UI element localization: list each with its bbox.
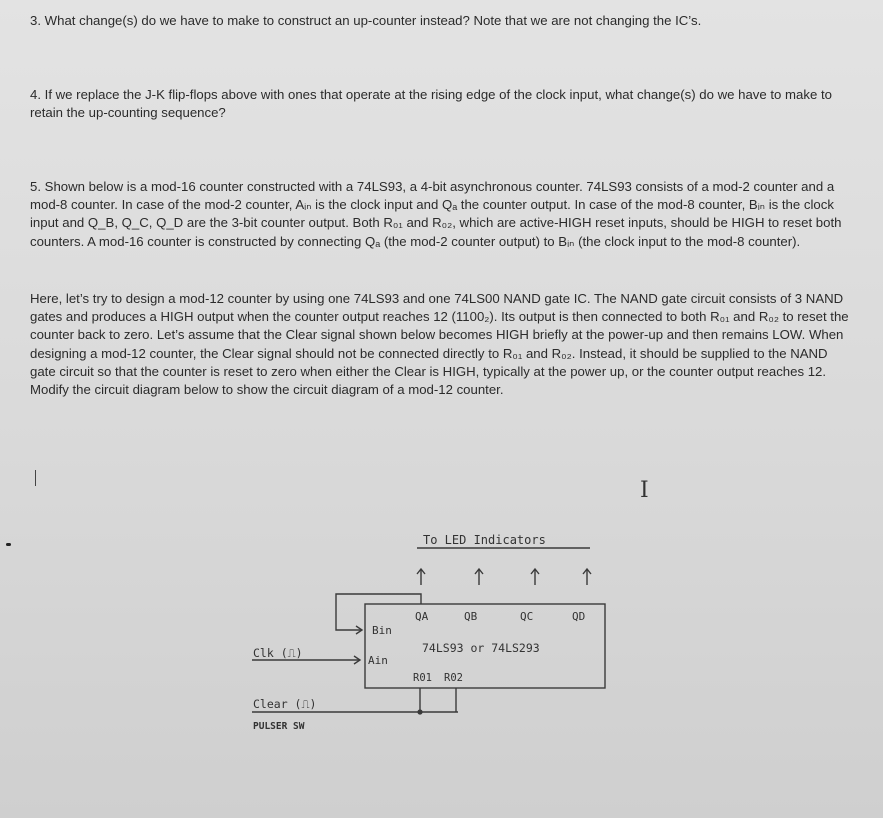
question-5-intro: 5. Shown below is a mod-16 counter constructed with a 74LS93, a 4-bit asynchronous counter. 74LS93 consists of a mod-2 counter and a mod-8 counter. In case of the mod-2 counter, Aᵢₙ is the clock input and Qₐ the counter output. In case of the mod-8 counter, Bᵢₙ is the clock input and Q_B, Q_C, Q_D are the 3-bit counter output. Both R₀₁ and R₀₂, which are active-HIGH reset inputs, should be HIGH to reset both counters. A mod-16 counter is constructed by connecting Qₐ (the mod-2 counter output) to Bᵢₙ (the clock input to the mod-8 counter). bbox=[30, 179, 842, 249]
output-label-qb: QB bbox=[464, 610, 478, 623]
output-arrows bbox=[417, 569, 591, 585]
question-5-task: Here, let’s try to design a mod-12 counter by using one 74LS93 and one 74LS00 NAND gate IC. The NAND gate circuit consists of 3 NAND gates and produces a HIGH output when the counter output reaches 12 (1100₂). Its output is then connected to both R₀₁ and R₀₂ to reset the counter back to zero. Let’s assume that the Clear signal shown below becomes HIGH briefly at the power-up and then remains LOW. When designing a mod-12 counter, the Clear signal should not be connected directly to R₀₁ and R₀₂. Instead, it should be supplied to the NAND gate circuit so that the counter is reset to zero when either the Clear is HIGH, typically at the power up, or the counter output reaches 12. Modify the circuit diagram below to show the circuit diagram of a mod-12 counter. bbox=[30, 291, 849, 398]
ibeam-cursor-icon: I bbox=[640, 478, 649, 503]
reset-label-r02: R02 bbox=[444, 672, 463, 684]
question-4: 4. If we replace the J-K flip-flops above with ones that operate at the rising edge of the clock input, what change(s) do we have to make to retain the up-counting sequence? bbox=[30, 87, 832, 121]
output-label-qc: QC bbox=[520, 610, 534, 623]
junction-dot bbox=[417, 709, 422, 714]
question-3: 3. What change(s) do we have to make to construct an up-counter instead? Note that we are not changing the IC’s. bbox=[30, 13, 702, 28]
led-label: To LED Indicators bbox=[423, 533, 546, 547]
reset-label-r01: R01 bbox=[413, 672, 432, 684]
output-label-qa: QA bbox=[415, 610, 429, 623]
clk-label: Clk (⎍) bbox=[253, 646, 303, 660]
output-label-qd: QD bbox=[572, 610, 586, 623]
bin-label: Bin bbox=[372, 624, 392, 637]
clear-label: Clear (⎍) bbox=[253, 697, 317, 711]
pulser-label: PULSER SW bbox=[253, 721, 305, 732]
ain-label: Ain bbox=[368, 654, 388, 667]
chip-label: 74LS93 or 74LS293 bbox=[422, 641, 540, 655]
